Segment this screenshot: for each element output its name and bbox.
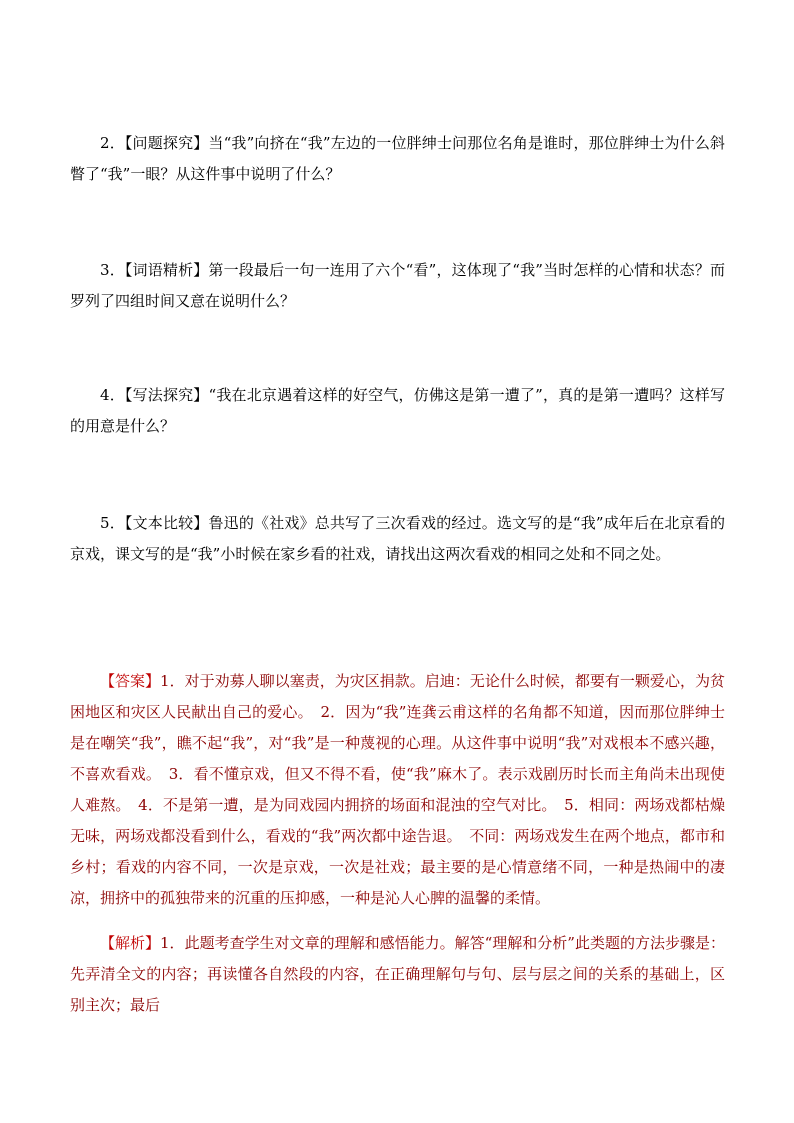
question-text: 第一段最后一句一连用了六个“看”，这体现了“我”当时怎样的心情和状态？而罗列了四组时间又意在说明什么？ <box>70 261 725 310</box>
answer-text: 1．对于劝募人聊以塞责，为灾区捐款。启迪：无论什么时候，都要有一颗爱心，为贫困地区和灾区人民献出自己的爱心。 2．因为“我”连龚云甫这样的名角都不知道，因而那位胖绅士是在嘲笑“我”，瞧不起“我”，对“我”是一种蔑视的心理。从这件事中说明“我”对戏根本不感兴趣，不喜欢看戏。 3．看不懂京戏，但又不得不看，使“我”麻木了。表示戏剧历时长而主角尚未出现使人难熬。 4．不是第一遭，是为同戏园内拥挤的场面和混浊的空气对比。 5．相同：两场戏都枯燥无味，两场戏都没看到什么，看戏的“我”两次都中途告退。 不同：两场戏发生在两个地点，都市和乡村；看戏的内容不同，一次是京戏，一次是社戏；最主要的是心情意绪不同，一种是热闹中的凄凉，拥挤中的孤独带来的沉重的压抑感，一种是沁人心脾的温馨的柔情。 <box>70 672 725 907</box>
question-tag: 【问题探究】 <box>124 134 209 152</box>
question-2 <box>70 128 725 190</box>
analysis-text: 1．此题考查学生对文章的理解和感悟能力。解答“理解和分析”此类题的方法步骤是：先弄清全文的内容；再读懂各自然段的内容，在正确理解句与句、层与层之间的关系的基础上，区别主次；最后 <box>70 934 725 1014</box>
question-number: 2． <box>100 134 125 152</box>
question-text: 鲁迅的《社戏》总共写了三次看戏的经过。选文写的是“我”成年后在北京看的京戏，课文写的是“我”小时候在家乡看的社戏，请找出这两次看戏的相同之处和不同之处。 <box>70 514 725 563</box>
answer-tag: 【答案】 <box>100 672 161 690</box>
question-4 <box>70 380 725 442</box>
analysis-tag: 【解析】 <box>100 934 161 952</box>
question-text: 当“我”向挤在“我”左边的一位胖绅士问那位名角是谁时，那位胖绅士为什么斜瞥了“我”一眼？从这件事中说明了什么？ <box>70 134 725 183</box>
question-3 <box>70 255 725 317</box>
analysis-block <box>70 928 725 1021</box>
question-5 <box>70 508 725 570</box>
question-tag: 【写法探究】 <box>124 386 209 404</box>
question-number: 3． <box>100 261 125 279</box>
question-number: 5． <box>100 514 125 532</box>
question-tag: 【文本比较】 <box>124 514 209 532</box>
question-number: 4． <box>100 386 125 404</box>
answer-block <box>70 666 725 914</box>
question-text: “我在北京遇着这样的好空气，仿佛这是第一遭了”，真的是第一遭吗？这样写的用意是什么？ <box>70 386 725 435</box>
question-tag: 【词语精析】 <box>124 261 209 279</box>
